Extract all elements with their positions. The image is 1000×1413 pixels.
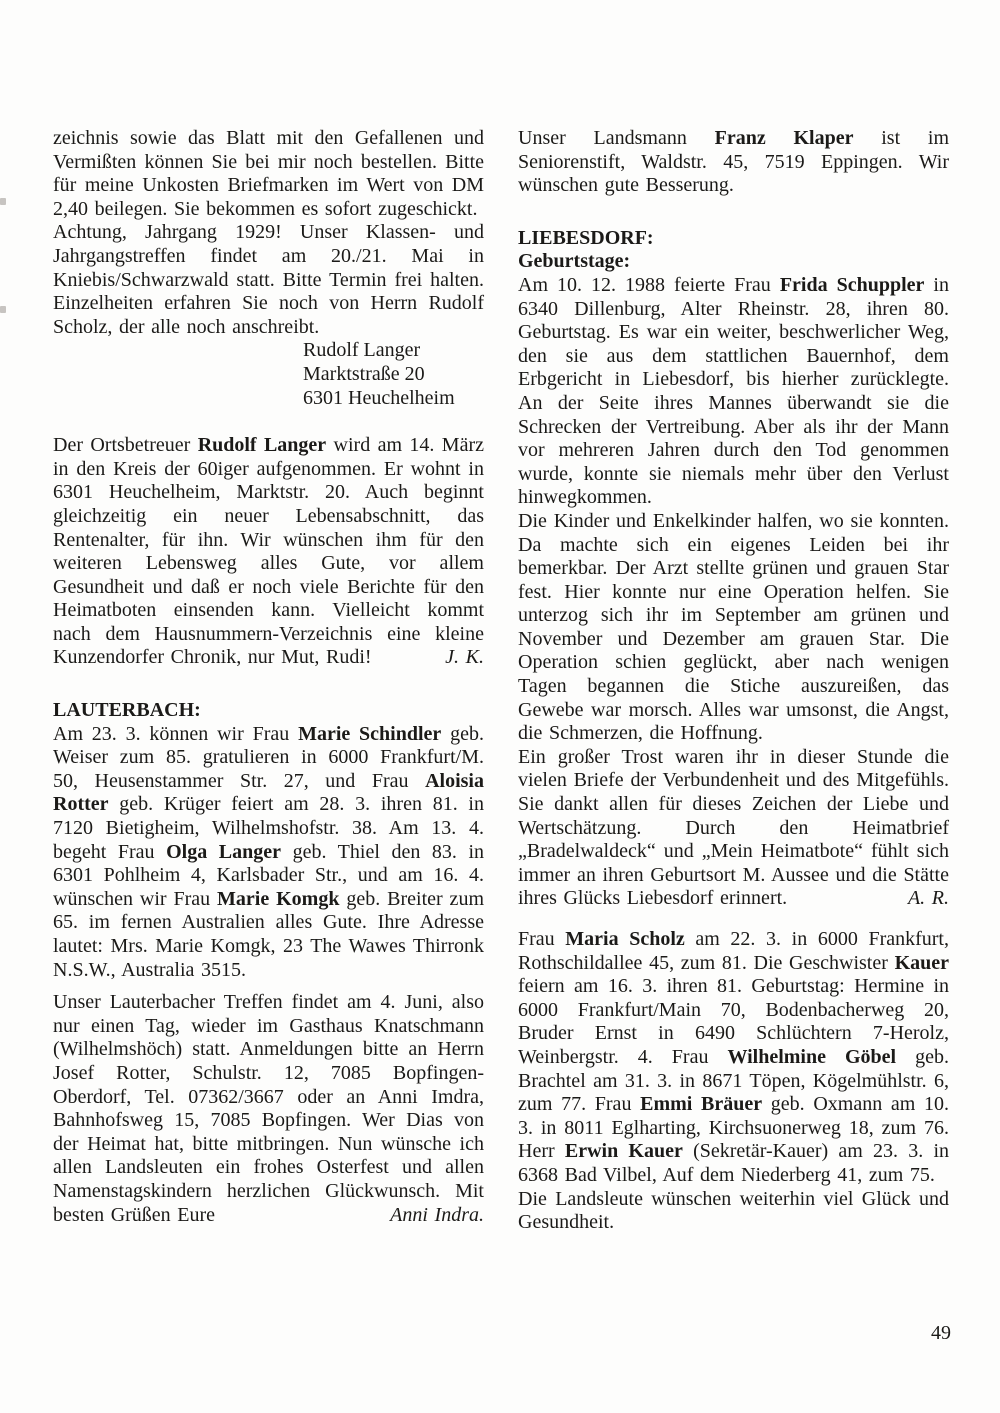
paragraph-franz-klaper: Unser Landsmann Franz Klaper ist im Seniorenstift, Waldstr. 45, 7519 Eppingen. Wir wünschen gute Besserung. bbox=[518, 127, 950, 197]
paragraph-trost bbox=[518, 746, 949, 911]
author-initials: A. R. bbox=[900, 887, 949, 911]
paragraph-achtung-1929: Achtung, Jahrgang 1929! Unser Klassen- und Jahrgangstreffen findet am 20./21. Mai in Kniebis/Schwarzwald statt. Bitte Termin frei halten. Einzelheiten erfahren Sie noch von Herrn Rudolf Scholz, der alle noch anschreibt. bbox=[53, 221, 484, 338]
paragraph-lauterbach-birthdays: Am 23. 3. können wir Frau Marie Schindler geb. Weiser zum 85. gratulieren in 6000 Frankfurt/M. 50, Heusenstammer Str. 27, und Frau Aloisia Rotter geb. Krüger feiert am 28. 3. ihren 81. in 7120 Bietigheim, Wilhelmshofstr. 38. Am 13. 4. begeht Frau Olga Langer geb. Thiel den 83. in 6301 Pohlheim 4, Karlsbader Str., und am 16. 4. wünschen wir Frau Marie Komgk geb. Breiter zum 65. im fernen Australien alles Gute. Ihre Adresse lautet: Mrs. Marie Komgk, 23 The Wawes Thirronk N.S.W., Australia 3515. bbox=[53, 722, 485, 981]
left-column bbox=[53, 127, 484, 1235]
scan-artifact-mark bbox=[0, 198, 6, 205]
address-line-street: Marktstraße 20 bbox=[303, 362, 425, 385]
paragraph-frida-schuppler: Am 10. 12. 1988 feierte Frau Frida Schuppler in 6340 Dillenburg, Alter Rheinstr. 28, ihren 80. Geburtstag. Es war ein weiter, beschwerlicher Weg, den sie aus dem stattlichen Bauernhof, dem Erbgericht in Liebesdorf, bis hierher zurücklegte. An der Seite ihres Mannes überwandt sie die Schrecken der Vertreibung. Aber als ihr der Mann vor mehreren Jahren durch den Tod genommen wurde, konnte sie niemals mehr über den Verlust hinwegkommen. bbox=[518, 273, 949, 509]
subheading-geburtstage: Geburtstage: bbox=[518, 250, 631, 273]
author-signature: Anni Indra. bbox=[382, 1204, 484, 1228]
address-line-city: 6301 Heuchelheim bbox=[303, 386, 455, 409]
address-line-name: Rudolf Langer bbox=[303, 339, 421, 362]
paragraph-text: Der Ortsbetreuer Rudolf Langer wird am 14. März in den Kreis der 60iger aufgenommen. Er wohnt in 6301 Heuchelheim, Marktstr. 20. Auch beginnt gleichzeitig ein neuer Lebensabschnitt, das Rentenalter, für ihn. Wir wünschen ihm für den weiteren Lebensweg alles Gute, vor allem Gesundheit und daß er noch viele Berichte für den Heimatboten einsenden kann. Vielleicht kommt nach dem Hausnummern-Verzeichnis eine kleine Kunzendorfer Chronik, nur Mut, Rudi! bbox=[53, 434, 484, 669]
page-number: 49 bbox=[931, 1322, 951, 1344]
section-heading-liebesdorf: LIEBESDORF: bbox=[518, 226, 654, 249]
section-heading-lauterbach: LAUTERBACH: bbox=[53, 699, 201, 722]
address-block bbox=[303, 339, 484, 410]
right-column bbox=[518, 127, 949, 1235]
paragraph-kinder-enkelkinder: Die Kinder und Enkelkinder halfen, wo sie konnten. Da machte sich ein eigenes Leiden bei ihr bemerkbar. Der Arzt stellte grünen und grauen Star fest. Hier konnte nur eine Operation helfen. Sie unterzog sich ihr im September am grünen und November und Dezember am grauen Star. Die Operation schien geglückt, aber nach wenigen Tagen begannen die Stiche auszureißen, das Gewebe war morsch. Alles war umsonst, die Angst, die Schmerzen, die Hoffnung. bbox=[518, 509, 949, 745]
paragraph-text: Unser Lauterbacher Treffen findet am 4. Juni, also nur einen Tag, wieder im Gasthaus Knatschmann (Wilhelmshöch) statt. Anmeldungen bitte an Herrn Josef Rotter, Schulstr. 12, 7085 Bopfingen-Oberdorf, Tel. 07362/3667 oder an Anni Imdra, Bahnhofsweg 15, 7085 Bopfingen. Wer Dias von der Heimat hat, bitte mitbringen. Nun wünsche ich allen Landsleuten ein frohes Osterfest und allen Namenstagskindern herzlichen Glückwunsch. Mit besten Grüßen Eure bbox=[53, 991, 484, 1226]
scan-artifact-mark bbox=[0, 306, 6, 313]
author-initials: J. K. bbox=[437, 646, 484, 670]
paragraph-ortsbetreuer bbox=[53, 434, 484, 670]
paragraph-glueckwunsch: Die Landsleute wünschen weiterhin viel Glück und Gesundheit. bbox=[518, 1187, 949, 1234]
two-column-text-area bbox=[53, 127, 949, 1235]
paragraph-maria-scholz: Frau Maria Scholz am 22. 3. in 6000 Frankfurt, Rothschildallee 45, zum 81. Die Geschwister Kauer feiern am 16. 3. ihren 81. Geburtstag: Hermine in 6000 Frankfurt/Main 70, Bodenbacherweg 20, Bruder Ernst in 6490 Schlüchtern 7-Herolz, Weinbergstr. 4. Frau Wilhelmine Göbel geb. Brachtel am 31. 3. in 8671 Töpen, Kögelmühlstr. 6, zum 77. Frau Emmi Bräuer geb. Oxmann am 10. 3. in 8011 Eglharting, Kirchsuonerweg 18, zum 76. Herr Erwin Kauer (Sekretär-Kauer) am 23. 3. in 6368 Bad Vilbel, Auf dem Niederberg 41, zum 75. bbox=[518, 928, 949, 1186]
paragraph-lauterbach-treffen bbox=[53, 991, 484, 1227]
paragraph-continuation: zeichnis sowie das Blatt mit den Gefallenen und Vermißten können Sie bei mir noch bestellen. Bitte für meine Unkosten Briefmarken im Wert von DM 2,40 beilegen. Sie bekommen es sofort zugeschickt. bbox=[53, 127, 484, 220]
paragraph-text: Ein großer Trost waren ihr in dieser Stunde die vielen Briefe der Verbundenheit und des Mitgefühls. Sie dankt allen für dieses Zeichen der Liebe und Wertschätzung. Durch den Heimatbrief „Bradelwaldeck“ und „Mein Heimatbote“ fühlt sich immer an ihren Geburtsort M. Aussee und die Stätte ihres Glücks Liebesdorf erinnert. bbox=[518, 745, 949, 910]
